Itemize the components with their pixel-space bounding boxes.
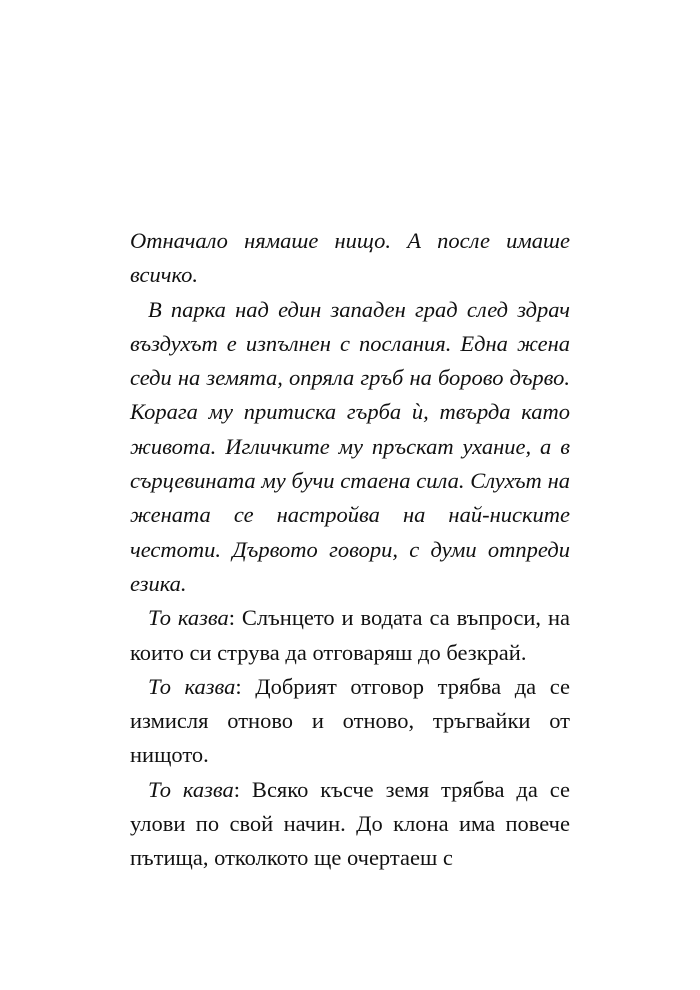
paragraph-tree-says-3 — [130, 773, 570, 876]
paragraph-park — [130, 293, 570, 602]
paragraph-text: : Добрият отговор трябва да се измисля отново и отново, тръгвайки от нищото. — [130, 673, 570, 768]
paragraph-lead: То казва — [148, 776, 234, 802]
paragraph-tree-says-2 — [130, 670, 570, 773]
paragraph-text: : Всяко късче земя трябва да се улови по свой начин. До клона има повече пътища, отколкото ще очертаеш с — [130, 776, 570, 871]
paragraph-text: : Слънцето и водата са въпроси, на които си струва да отговаряш до безкрай. — [130, 605, 571, 665]
paragraph-text: В парка над един западен град след здрач въздухът е изпълнен с послания. Една жена седи на земята, опряла гръб на борово дърво. Корага му притиска гърба ѝ, твърда като живота. Игличките му пръскат ухание, а в сърцевината му бучи стаена сила. Слухът на жената се настройва на най-ниските честоти. Дървото говори, с думи отпреди езика. — [130, 296, 570, 596]
paragraph-tree-says-1 — [130, 601, 570, 670]
paragraph-opening — [130, 224, 570, 293]
paragraph-lead: То казва — [148, 605, 229, 631]
paragraph-text: Отначало нямаше нищо. А после имаше всичко. — [130, 228, 570, 288]
body-text — [130, 224, 570, 876]
paragraph-lead: То казва — [148, 673, 236, 699]
